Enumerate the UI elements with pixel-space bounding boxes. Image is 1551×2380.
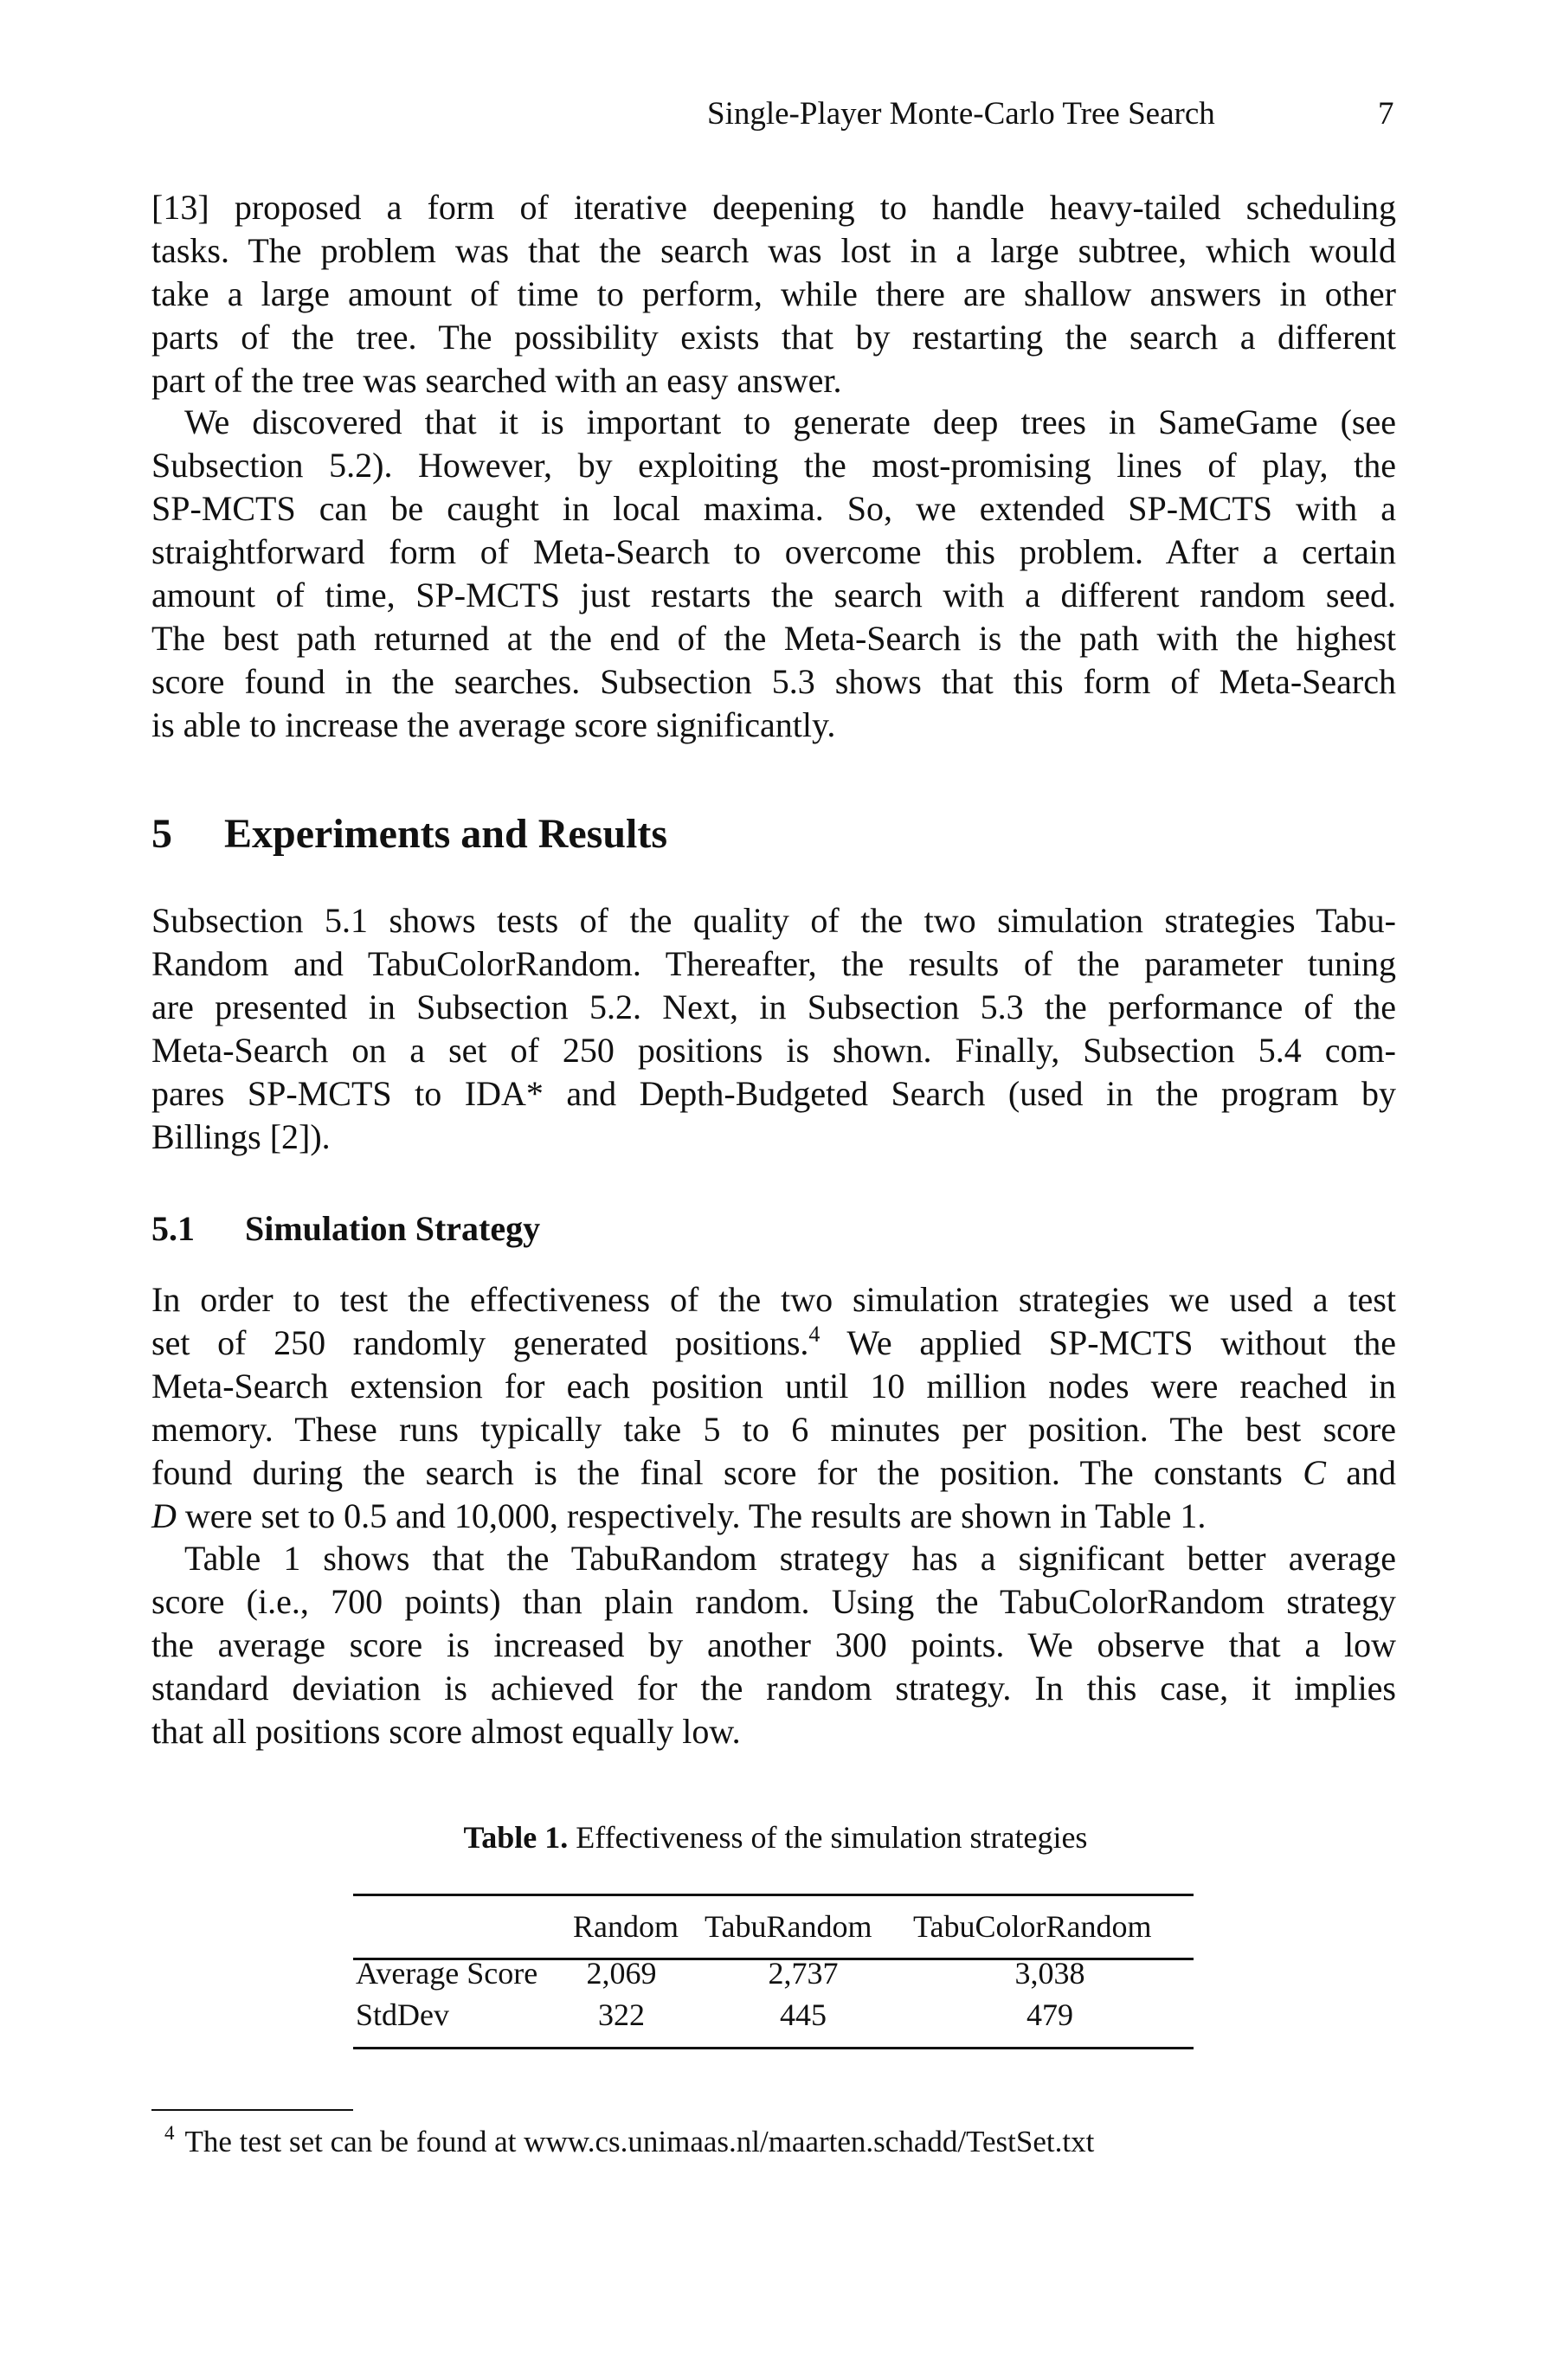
text-line: Meta-Search extension for each position until 10 million nodes were reached in [151,1367,1396,1405]
text-line: pares SP-MCTS to IDA* and Depth-Budgeted Search (used in the program by [151,1074,1396,1113]
footnote-rule [151,2109,353,2111]
subsection-heading [151,1208,540,1249]
paragraph [151,1537,1396,1753]
text-line: The best path returned at the end of the Meta-Search is the path with the highest [151,619,1396,658]
section-title: Experiments and Results [224,811,668,857]
row-label: Average Score [356,1956,538,1991]
text-line: We discovered that it is important to generate deep trees in SameGame (see [184,402,1396,441]
footnote-text: The test set can be found at www.cs.unimaas.nl/maarten.schadd/TestSet.txt [184,2125,1095,2158]
text-segment: C [1303,1453,1326,1492]
text-segment: were set to 0.5 and 10,000, respectively. The results are shown in Table 1. [176,1496,1207,1535]
text-line [151,1495,1396,1538]
text-line: In order to test the effectiveness of the two simulation strategies we used a test [151,1280,1396,1319]
paragraph [151,899,1396,1159]
running-title: Single-Player Monte-Carlo Tree Search [707,96,1215,132]
text-segment: We applied SP-MCTS without the [820,1323,1396,1362]
column-header: TabuRandom [705,1909,872,1944]
table-cell: 3,038 [1014,1956,1085,1991]
section-number: 5 [151,811,172,857]
table-cell: 445 [780,1997,827,2032]
section-heading [151,810,667,858]
text-line: parts of the tree. The possibility exists that by restarting the search a different [151,318,1396,357]
footnote [164,2122,1095,2159]
footnote-mark: 4 [164,2122,175,2144]
text-line: Table 1 shows that the TabuRandom strategy has a significant better average [184,1539,1396,1578]
table-cell: 2,069 [586,1956,657,1991]
text-line: the average score is increased by another 300 points. We observe that a low [151,1625,1396,1664]
text-line: straightforward form of Meta-Search to overcome this problem. After a certain [151,532,1396,571]
text-line: score found in the searches. Subsection 5.3 shows that this form of Meta-Search [151,662,1396,701]
text-segment: set of 250 randomly generated positions. [151,1323,809,1362]
text-line: Subsection 5.1 shows tests of the quality of the two simulation strategies Tabu- [151,901,1396,940]
table-cell: 322 [598,1997,645,2032]
text-line: memory. These runs typically take 5 to 6 minutes per position. The best score [151,1410,1396,1449]
table-bottom-rule [353,2047,1194,2049]
text-segment: found during the search is the final score for the position. The constants [151,1453,1303,1492]
text-line: take a large amount of time to perform, while there are shallow answers in other [151,274,1396,313]
paragraph [151,186,1396,402]
table-cell: 2,737 [768,1956,839,1991]
text-line: Random and TabuColorRandom. Thereafter, the results of the parameter tuning [151,944,1396,983]
caption-text: Effectiveness of the simulation strategies [568,1820,1088,1855]
text-line: Meta-Search on a set of 250 positions is shown. Finally, Subsection 5.4 com- [151,1031,1396,1070]
page-number: 7 [1378,96,1394,132]
text-line: [13] proposed a form of iterative deepening to handle heavy-tailed scheduling [151,188,1396,227]
table-top-rule [353,1894,1194,1896]
text-line: part of the tree was searched with an easy answer. [151,361,842,400]
column-header: TabuColorRandom [913,1909,1152,1944]
subsection-number: 5.1 [151,1209,195,1248]
text-line: that all positions score almost equally low. [151,1712,741,1751]
row-label: StdDev [356,1997,449,2032]
paragraph [151,1278,1396,1538]
table-cell: 479 [1026,1997,1073,2032]
paragraph [151,401,1396,747]
table-caption [0,1819,1551,1856]
text-line: score (i.e., 700 points) than plain random. Using the TabuColorRandom strategy [151,1582,1396,1621]
subsection-title: Simulation Strategy [245,1209,541,1248]
text-segment: D [151,1496,177,1535]
column-header: Random [573,1909,679,1944]
text-line: amount of time, SP-MCTS just restarts the search with a different random seed. [151,576,1396,614]
text-line: is able to increase the average score significantly. [151,705,836,744]
text-segment: and [1325,1453,1396,1492]
footnote-ref: 4 [808,1322,821,1347]
text-line: Subsection 5.2). However, by exploiting the most-promising lines of play, the [151,446,1396,485]
text-line: are presented in Subsection 5.2. Next, in Subsection 5.3 the performance of the [151,987,1396,1026]
text-line: SP-MCTS can be caught in local maxima. So, we extended SP-MCTS with a [151,489,1396,528]
text-line [151,1322,1396,1365]
caption-label: Table 1. [463,1820,569,1855]
text-line: Billings [2]). [151,1117,331,1156]
text-line: standard deviation is achieved for the random strategy. In this case, it implies [151,1669,1396,1708]
text-line: tasks. The problem was that the search was lost in a large subtree, which would [151,231,1396,270]
text-line [151,1451,1396,1495]
